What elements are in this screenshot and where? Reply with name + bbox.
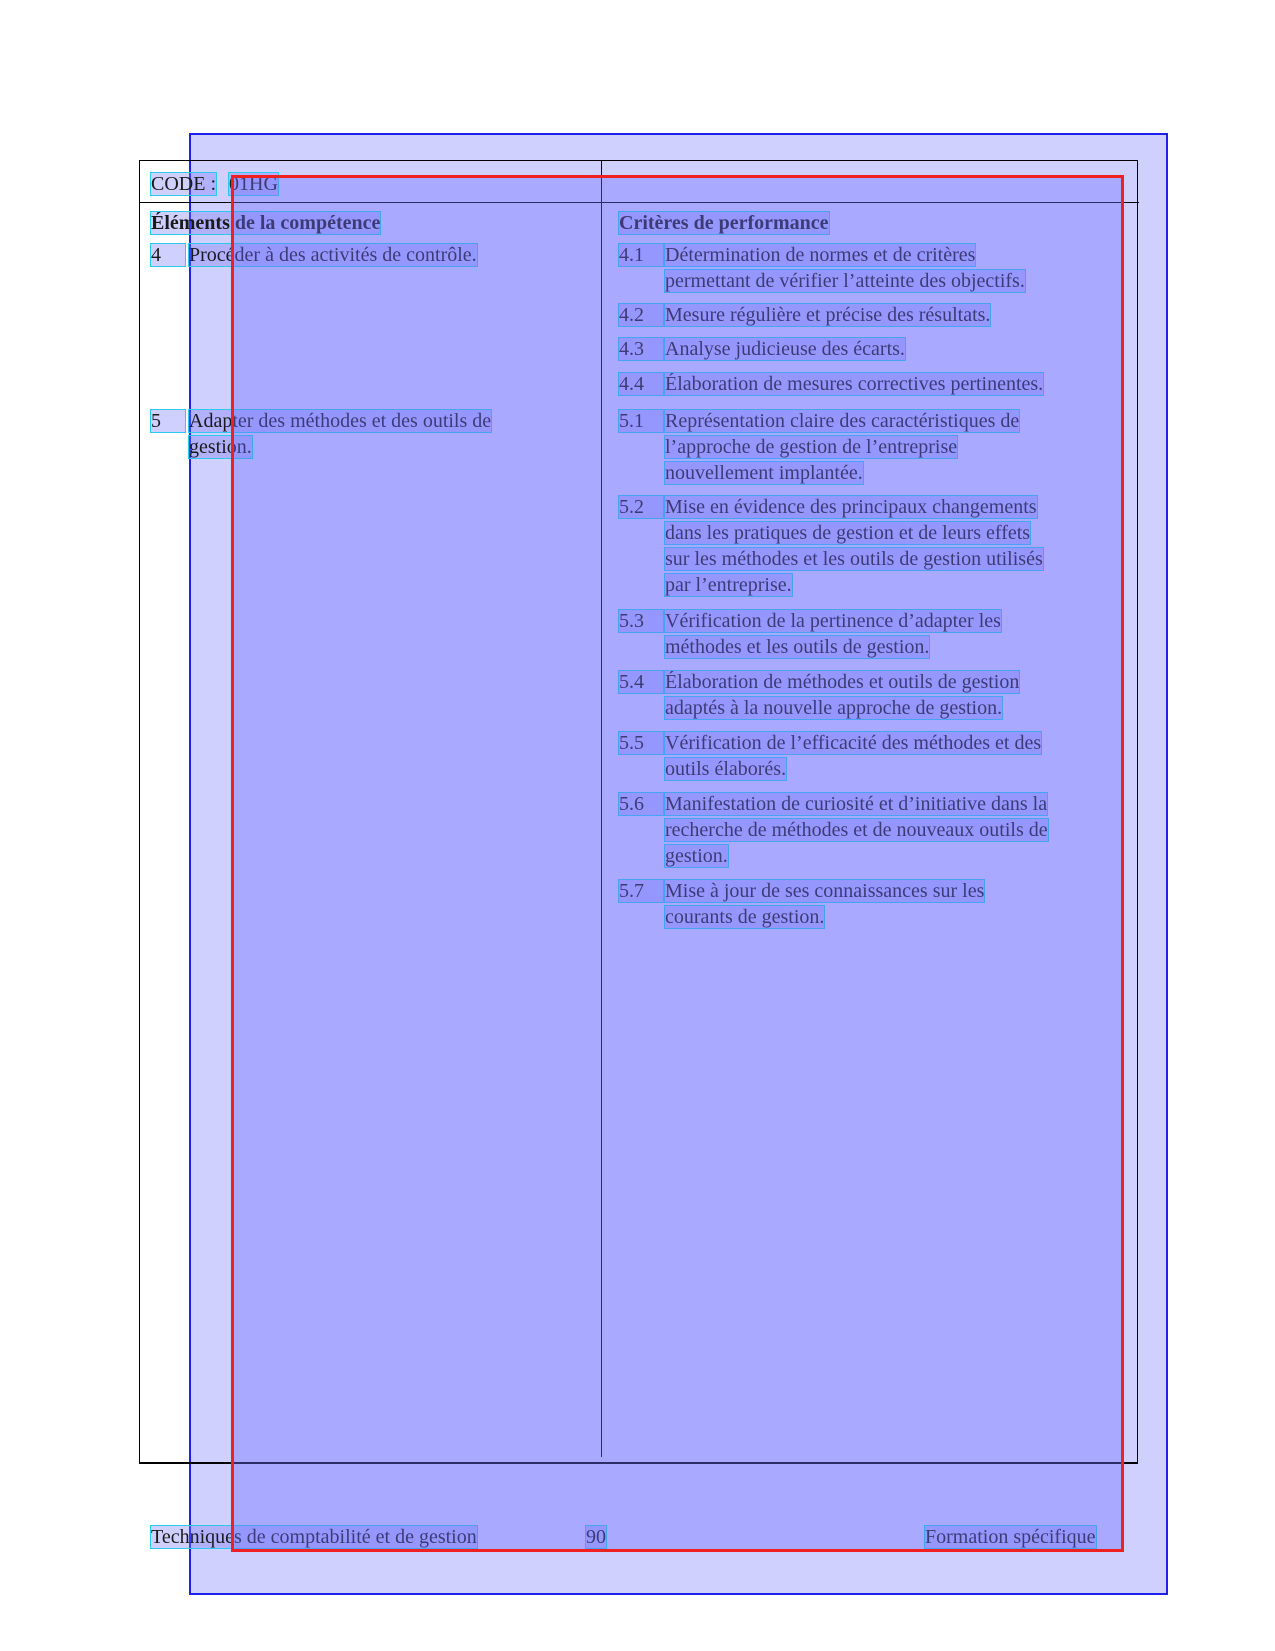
- criterion-text: sur les méthodes et les outils de gestion utilisés: [665, 548, 1043, 570]
- criterion-number: 5.5: [619, 732, 663, 754]
- criterion-text: gestion.: [665, 845, 728, 867]
- criterion-text: Représentation claire des caractéristiques de: [665, 410, 1020, 432]
- element-number: 4: [151, 244, 185, 266]
- criterion-text: Manifestation de curiosité et d’initiative dans la: [665, 793, 1048, 815]
- criterion-number: 5.1: [619, 410, 663, 432]
- criterion-number: 4.1: [619, 244, 663, 266]
- footer-page-number: 90: [586, 1526, 606, 1548]
- criterion-text: l’approche de gestion de l’entreprise: [665, 436, 958, 458]
- criterion-text: Mise en évidence des principaux changements: [665, 496, 1037, 518]
- criterion-text: Vérification de la pertinence d’adapter les: [665, 610, 1001, 632]
- criterion-text: Élaboration de mesures correctives pertinentes.: [665, 373, 1044, 395]
- criterion-text: Mesure régulière et précise des résultats.: [665, 304, 991, 326]
- criterion-number: 5.3: [619, 610, 663, 632]
- code-label: CODE :: [151, 173, 216, 195]
- element-text: Procéder à des activités de contrôle.: [189, 244, 477, 266]
- criterion-number: 5.4: [619, 671, 663, 693]
- criterion-number: 4.4: [619, 373, 663, 395]
- criterion-number: 5.6: [619, 793, 663, 815]
- criterion-text: permettant de vérifier l’atteinte des objectifs.: [665, 270, 1025, 292]
- criterion-number: 4.2: [619, 304, 663, 326]
- criterion-text: outils élaborés.: [665, 758, 787, 780]
- criterion-text: nouvellement implantée.: [665, 462, 863, 484]
- elements-heading: Éléments de la compétence: [151, 212, 381, 234]
- criterion-text: par l’entreprise.: [665, 574, 792, 596]
- criterion-text: Vérification de l’efficacité des méthodes et des: [665, 732, 1042, 754]
- criterion-number: 5.7: [619, 880, 663, 902]
- element-number: 5: [151, 410, 185, 432]
- criterion-number: 5.2: [619, 496, 663, 518]
- footer-section: Formation spécifique: [925, 1526, 1096, 1548]
- code-value: 01HG: [229, 173, 278, 195]
- criterion-text: méthodes et les outils de gestion.: [665, 636, 930, 658]
- element-text: Adapter des méthodes et des outils de: [189, 410, 492, 432]
- criterion-text: Élaboration de méthodes et outils de gestion: [665, 671, 1020, 693]
- criterion-text: dans les pratiques de gestion et de leurs effets: [665, 522, 1031, 544]
- overlay-inner-box: [231, 175, 1124, 1552]
- criterion-text: Détermination de normes et de critères: [665, 244, 976, 266]
- criterion-text: Mise à jour de ses connaissances sur les: [665, 880, 985, 902]
- criterion-text: adaptés à la nouvelle approche de gestion.: [665, 697, 1003, 719]
- criterion-text: Analyse judicieuse des écarts.: [665, 338, 905, 360]
- criterion-number: 4.3: [619, 338, 663, 360]
- criteria-heading: Critères de performance: [619, 212, 829, 234]
- criterion-text: courants de gestion.: [665, 906, 825, 928]
- footer-program: Techniques de comptabilité et de gestion: [151, 1526, 477, 1548]
- criterion-text: recherche de méthodes et de nouveaux outils de: [665, 819, 1048, 841]
- element-text: gestion.: [189, 436, 252, 458]
